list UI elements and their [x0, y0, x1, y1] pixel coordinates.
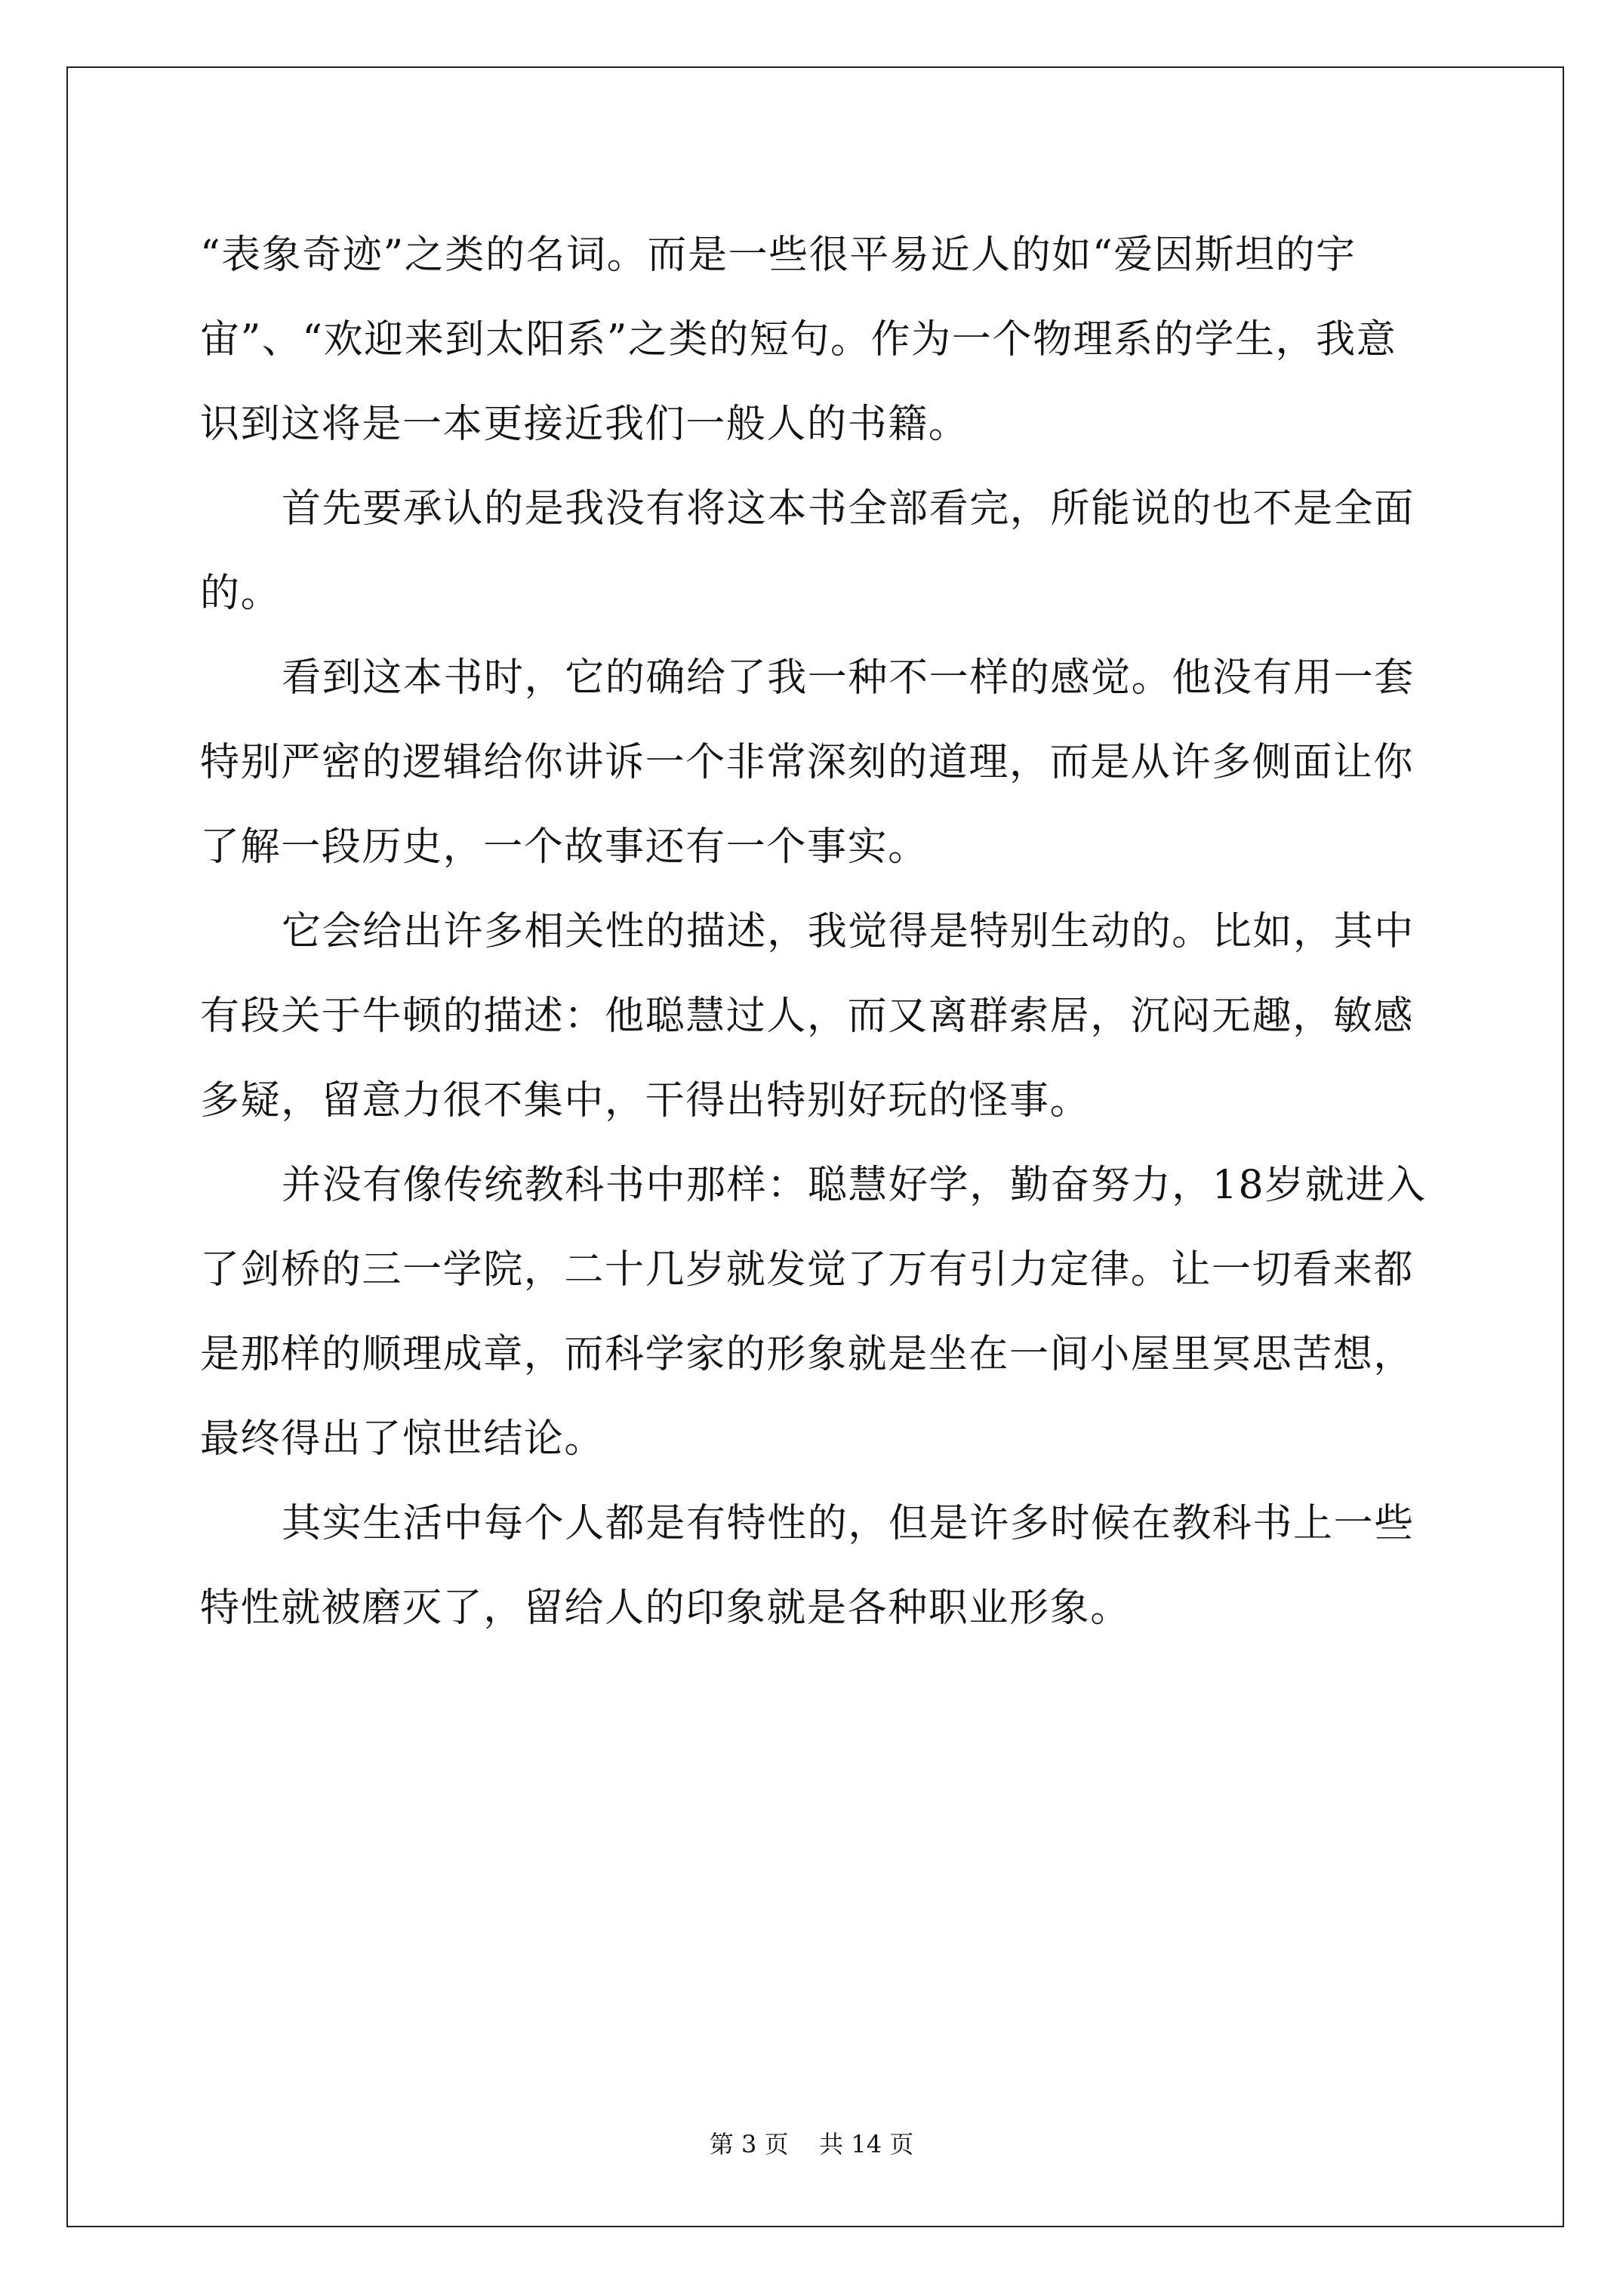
text-line: 的。	[200, 571, 282, 616]
text-line: 了解一段历史，一个故事还有一个事实。	[200, 824, 929, 870]
text-line: 它会给出许多相关性的描述，我觉得是特别生动的。比如，其中	[282, 909, 1415, 954]
text-line: 其实生活中每个人都是有特性的，但是许多时候在教科书上一些	[282, 1501, 1415, 1546]
text-line: 宙”、“欢迎来到太阳系”之类的短句。作为一个物理系的学生，我意	[200, 317, 1397, 362]
text-line: “表象奇迹”之类的名词。而是一些很平易近人的如“爱因斯坦的宇	[200, 233, 1357, 278]
text-line: 首先要承认的是我没有将这本书全部看完，所能说的也不是全面	[282, 486, 1415, 532]
text-line: 特别严密的逻辑给你讲诉一个非常深刻的道理，而是从许多侧面让你	[200, 740, 1415, 785]
text-line: 识到这将是一本更接近我们一般人的书籍。	[200, 402, 969, 447]
text-line: 特性就被磨灭了，留给人的印象就是各种职业形象。	[200, 1586, 1131, 1631]
text-line: 多疑，留意力很不集中，干得出特别好玩的怪事。	[200, 1078, 1091, 1123]
text-line: 了剑桥的三一学院，二十几岁就发觉了万有引力定律。让一切看来都	[200, 1247, 1415, 1293]
page-number-footer: 第 3 页 共 14 页	[709, 2130, 914, 2159]
text-line: 并没有像传统教科书中那样：聪慧好学，勤奋努力，18岁就进入	[282, 1163, 1427, 1208]
text-line: 是那样的顺理成章，而科学家的形象就是坐在一间小屋里冥思苦想，	[200, 1332, 1415, 1377]
text-line: 最终得出了惊世结论。	[200, 1416, 605, 1462]
text-line: 看到这本书时，它的确给了我一种不一样的感觉。他没有用一套	[282, 655, 1415, 701]
text-line: 有段关于牛顿的描述：他聪慧过人，而又离群索居，沉闷无趣，敏感	[200, 994, 1415, 1039]
document-body	[200, 213, 1435, 1650]
